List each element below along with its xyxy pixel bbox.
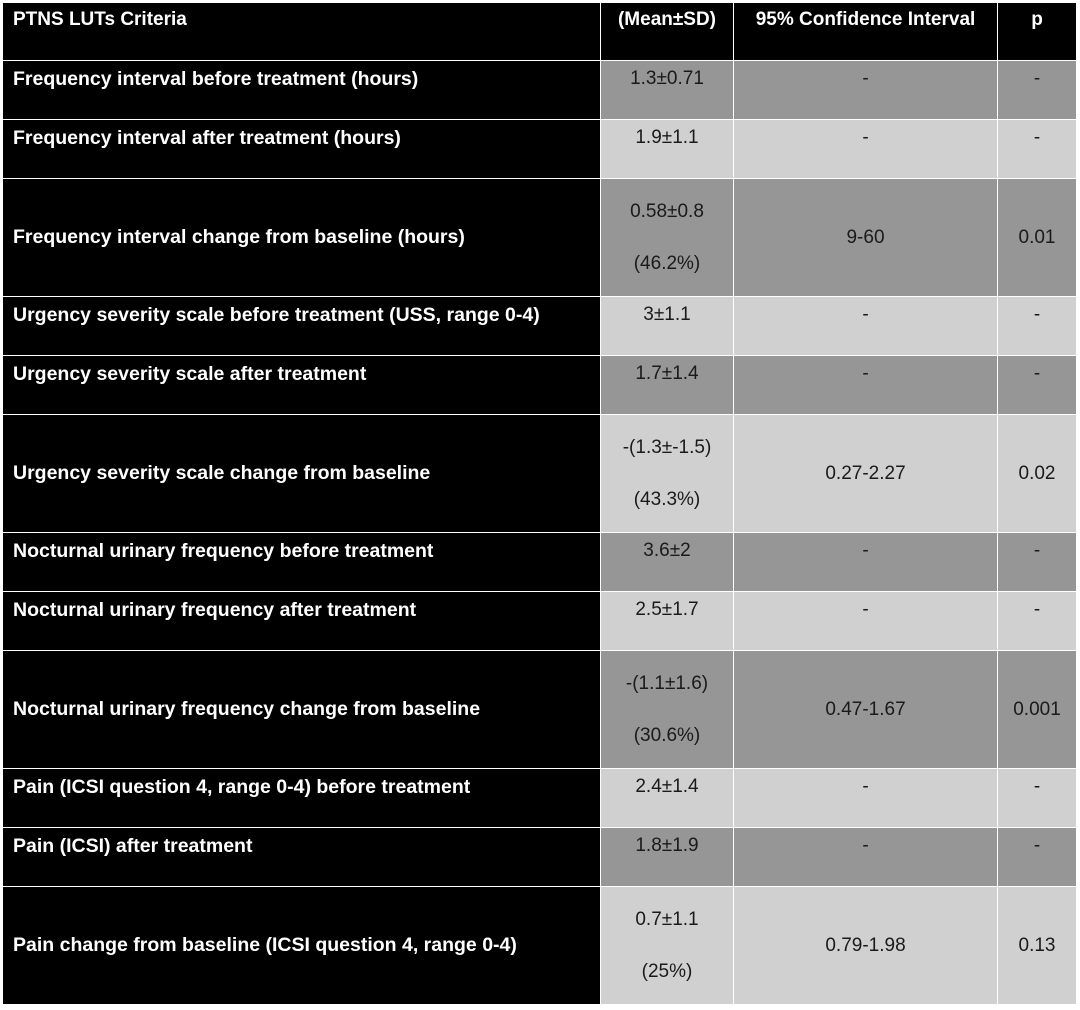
row-confidence-interval: -: [734, 769, 998, 828]
row-mean-sd: 2.4±1.4: [601, 769, 734, 828]
row-mean-value: -(1.3±-1.5): [622, 436, 712, 458]
table-row: [3, 61, 1077, 120]
row-criteria: Pain (ICSI question 4, range 0-4) before treatment: [3, 769, 601, 828]
row-p-value: 0.001: [998, 651, 1077, 769]
row-criteria: Nocturnal urinary frequency after treatment: [3, 592, 601, 651]
row-p-value: -: [998, 769, 1077, 828]
row-criteria: Frequency interval before treatment (hours): [3, 61, 601, 120]
row-mean-sd: [601, 415, 734, 533]
row-mean-percent: (30.6%): [633, 724, 701, 746]
header-p-value: p: [998, 3, 1077, 61]
header-row: [3, 3, 1077, 61]
row-confidence-interval: -: [734, 356, 998, 415]
table-row: [3, 179, 1077, 297]
row-mean-sd: 3.6±2: [601, 533, 734, 592]
row-p-value: -: [998, 533, 1077, 592]
row-confidence-interval: -: [734, 592, 998, 651]
header-mean-sd: (Mean±SD): [601, 3, 734, 61]
row-criteria: Nocturnal urinary frequency before treatment: [3, 533, 601, 592]
table-row: [3, 356, 1077, 415]
header-confidence-interval: 95% Confidence Interval: [734, 3, 998, 61]
row-p-value: -: [998, 356, 1077, 415]
table-row: [3, 592, 1077, 651]
table-row: [3, 651, 1077, 769]
row-criteria: Urgency severity scale change from baseline: [3, 415, 601, 533]
row-p-value: 0.13: [998, 887, 1077, 1005]
row-mean-value: -(1.1±1.6): [625, 672, 709, 694]
row-mean-sd: [601, 651, 734, 769]
row-p-value: -: [998, 592, 1077, 651]
row-mean-percent: (43.3%): [633, 488, 701, 510]
row-mean-sd: 1.8±1.9: [601, 828, 734, 887]
table-row: [3, 120, 1077, 179]
row-mean-sd: 2.5±1.7: [601, 592, 734, 651]
row-mean-value: 0.58±0.8: [630, 200, 704, 222]
row-confidence-interval: -: [734, 61, 998, 120]
row-p-value: 0.01: [998, 179, 1077, 297]
row-criteria: Nocturnal urinary frequency change from baseline: [3, 651, 601, 769]
row-criteria: Urgency severity scale before treatment (USS, range 0-4): [3, 297, 601, 356]
table-row: [3, 828, 1077, 887]
row-mean-sd: 1.3±0.71: [601, 61, 734, 120]
row-confidence-interval: 0.27-2.27: [734, 415, 998, 533]
table-row: [3, 415, 1077, 533]
row-confidence-interval: 0.79-1.98: [734, 887, 998, 1005]
row-p-value: 0.02: [998, 415, 1077, 533]
row-confidence-interval: -: [734, 533, 998, 592]
table-row: [3, 887, 1077, 1005]
row-mean-value: 0.7±1.1: [635, 908, 699, 930]
row-criteria: Frequency interval change from baseline (hours): [3, 179, 601, 297]
row-criteria: Frequency interval after treatment (hours): [3, 120, 601, 179]
row-p-value: -: [998, 828, 1077, 887]
table-row: [3, 297, 1077, 356]
ptns-results-table: [3, 3, 1077, 1005]
row-confidence-interval: 9-60: [734, 179, 998, 297]
row-confidence-interval: 0.47-1.67: [734, 651, 998, 769]
row-mean-percent: (25%): [641, 960, 693, 982]
row-mean-sd: 1.7±1.4: [601, 356, 734, 415]
row-mean-percent: (46.2%): [633, 252, 701, 274]
row-mean-sd: 1.9±1.1: [601, 120, 734, 179]
row-confidence-interval: -: [734, 828, 998, 887]
row-criteria: Pain change from baseline (ICSI question 4, range 0-4): [3, 887, 601, 1005]
row-mean-sd: 3±1.1: [601, 297, 734, 356]
row-mean-sd: [601, 887, 734, 1005]
row-p-value: -: [998, 297, 1077, 356]
table-row: [3, 533, 1077, 592]
header-criteria: PTNS LUTs Criteria: [3, 3, 601, 61]
row-p-value: -: [998, 120, 1077, 179]
row-confidence-interval: -: [734, 297, 998, 356]
row-mean-sd: [601, 179, 734, 297]
table-row: [3, 769, 1077, 828]
row-criteria: Pain (ICSI) after treatment: [3, 828, 601, 887]
row-p-value: -: [998, 61, 1077, 120]
row-criteria: Urgency severity scale after treatment: [3, 356, 601, 415]
row-confidence-interval: -: [734, 120, 998, 179]
